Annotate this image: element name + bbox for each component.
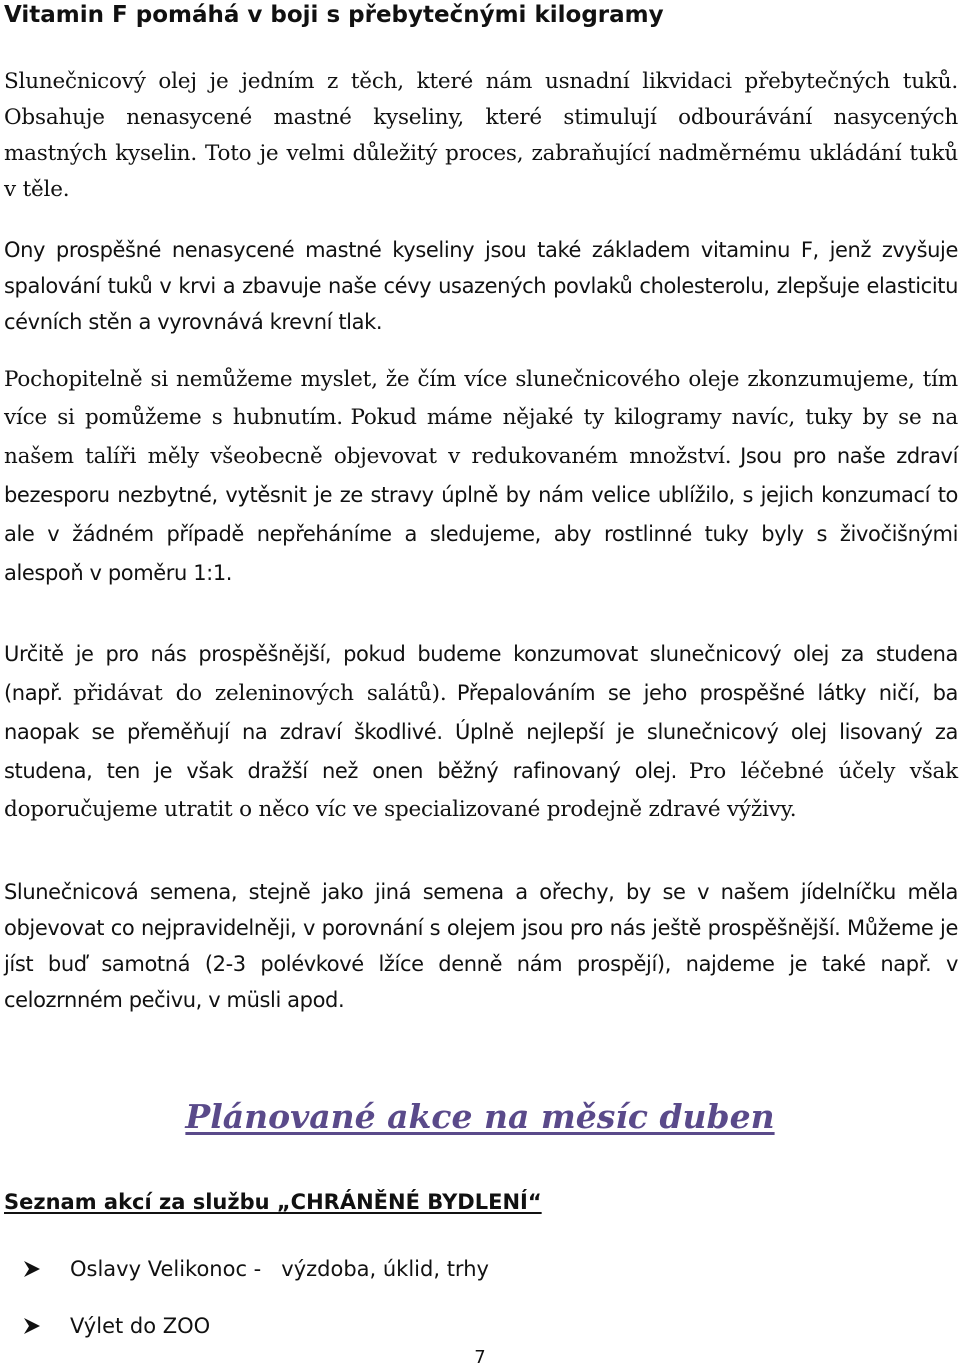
arrowhead-bullet-icon bbox=[22, 1259, 58, 1279]
arrowhead-bullet-icon bbox=[22, 1316, 58, 1336]
paragraph-vitamin-f: Ony prospěšné nenasycené mastné kyseliny jsou také základem vitaminu F, jenž zvyšuje spalování tuků v krvi a zbavuje naše cévy usazených povlaků cholesterolu, zlepšuje elasticitu cévních stěn a vyrovnává krevní tlak. bbox=[4, 238, 958, 334]
article-heading: Vitamin F pomáhá v boji s přebytečnými kilogramy bbox=[4, 2, 664, 28]
paragraph-cold-pressed-part-4: Pro léčebné účely však doporučujeme utratit o něco víc ve specializované prodejně zdravé výživy. bbox=[4, 759, 959, 822]
events-list-heading: Seznam akcí za službu „CHRÁNĚNÉ BYDLENÍ“ bbox=[4, 1190, 542, 1214]
list-item-text: Výlet do ZOO bbox=[70, 1313, 211, 1338]
list-item-text: Oslavy Velikonoc - výzdoba, úklid, trhy bbox=[70, 1256, 489, 1281]
events-list bbox=[22, 1240, 489, 1354]
paragraph-cold-pressed bbox=[4, 636, 958, 830]
paragraph-weight-loss bbox=[4, 362, 958, 594]
paragraph-cold-pressed-part-2: přidávat do zeleninových salátů). bbox=[73, 681, 447, 706]
month-plan-title: Plánované akce na měsíc duben bbox=[185, 1097, 775, 1136]
paragraph-cold-pressed-part-1: Určitě je pro nás prospěšnější, pokud budeme konzumovat slunečnicový olej za studena (např. bbox=[4, 642, 958, 705]
list-item bbox=[22, 1240, 489, 1297]
paragraph-weight-loss-part-1: Pochopitelně si nemůžeme myslet, že čím více slunečnicového oleje zkonzumujeme, tím více si pomůžeme s hubnutím. bbox=[4, 367, 958, 430]
paragraph-seeds: Slunečnicová semena, stejně jako jiná semena a ořechy, by se v našem jídelníčku měla objevovat co nejpravidelněji, v porovnání s olejem jsou pro nás ještě prospěšnější. Můžeme je jíst buď samotná (2-3 polévkové lžíce denně nám prospějí), najdeme je také např. v celozrnném pečivu, v müsli apod. bbox=[4, 880, 958, 1012]
paragraph-weight-loss-part-3: Jsou pro naše zdraví bezesporu nezbytné, vytěsnit je ze stravy úplně by nám velice ublížilo, s jejich konzumací to ale v žádném případě nepřeháníme a sledujeme, aby rostlinné tuky byly s živočišnými alespoň v poměru 1:1. bbox=[4, 444, 959, 585]
paragraph-cold-pressed-part-3: Přepalováním se jeho prospěšné látky ničí, ba naopak se přeměňují na zdraví škodlivé. Úplně nejlepší je slunečnicový olej lisovaný za studena, ten je však dražší než onen běžný rafinovaný olej. bbox=[4, 681, 958, 783]
paragraph-sunflower-oil: Slunečnicový olej je jedním z těch, které nám usnadní likvidaci přebytečných tuků. Obsahuje nenasycené mastné kyseliny, které stimulují odbourávání nasycených mastných kyselin. Toto je velmi důležitý proces, zabraňující nadměrnému ukládání tuků v těle. bbox=[4, 69, 958, 202]
page-number: 7 bbox=[474, 1347, 486, 1368]
paragraph-weight-loss-part-2: Pokud máme nějaké ty kilogramy navíc, tuky by se na našem talíři měly všeobecně objevovat v redukovaném množství. bbox=[4, 405, 958, 469]
